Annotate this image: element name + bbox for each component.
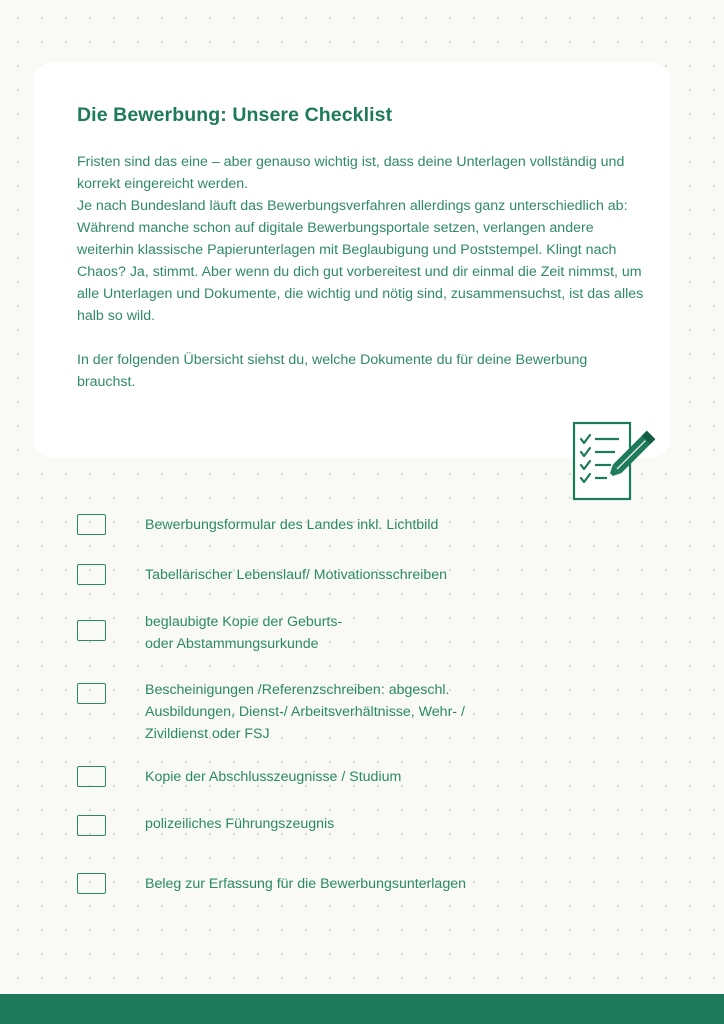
checklist-item-label: Tabellarischer Lebenslauf/ Motivationsschreiben [145, 567, 448, 583]
checklist-item-label: beglaubigte Kopie der Geburts- oder Abstammungsurkunde [145, 614, 343, 652]
intro-paragraph-1: Fristen sind das eine – aber genauso wichtig ist, dass deine Unterlagen vollständig und korrekt eingereicht werden. Je nach Bundesland läuft das Bewerbungsverfahren allerdings ganz unterschiedlich ab: Während manche schon auf digitale Bewerbungsportale setzen, verlangen andere weiterhin klassische Papierunterlagen mit Beglaubigung und Poststempel. Klingt nach Chaos? Ja, stimmt. Aber wenn du dich gut vorbereitest und dir einmal die Zeit nimmst, um alle Unterlagen und Dokumente, die wichtig und nötig sind, zusammensuchst, ist das alles halb so wild. [77, 154, 644, 324]
intro-paragraph-2: In der folgenden Übersicht siehst du, welche Dokumente du für deine Bewerbung brauchst. [77, 352, 588, 390]
checklist-item-label: Bewerbungsformular des Landes inkl. Lichtbild [145, 517, 439, 533]
intro-card [33, 62, 671, 458]
checklist-checkbox[interactable] [77, 620, 106, 641]
checklist-checkbox[interactable] [77, 815, 106, 836]
checklist-item-label: polizeiliches Führungszeugnis [145, 816, 335, 832]
intro-text [77, 151, 645, 393]
footer-bar [0, 994, 724, 1024]
page-title: Die Bewerbung: Unsere Checklist [77, 104, 393, 126]
checklist-checkbox[interactable] [77, 514, 106, 535]
checklist-item-label: Bescheinigungen /Referenzschreiben: abgeschl. Ausbildungen, Dienst-/ Arbeitsverhältnisse, Wehr- / Zivildienst oder FSJ [145, 682, 465, 742]
checklist-document-pencil-icon [569, 419, 655, 505]
checklist-checkbox[interactable] [77, 766, 106, 787]
checklist-checkbox[interactable] [77, 683, 106, 704]
checklist-item-label: Beleg zur Erfassung für die Bewerbungsunterlagen [145, 876, 466, 892]
checklist-checkbox[interactable] [77, 873, 106, 894]
checklist-checkbox[interactable] [77, 564, 106, 585]
checklist-item-label: Kopie der Abschlusszeugnisse / Studium [145, 769, 402, 785]
